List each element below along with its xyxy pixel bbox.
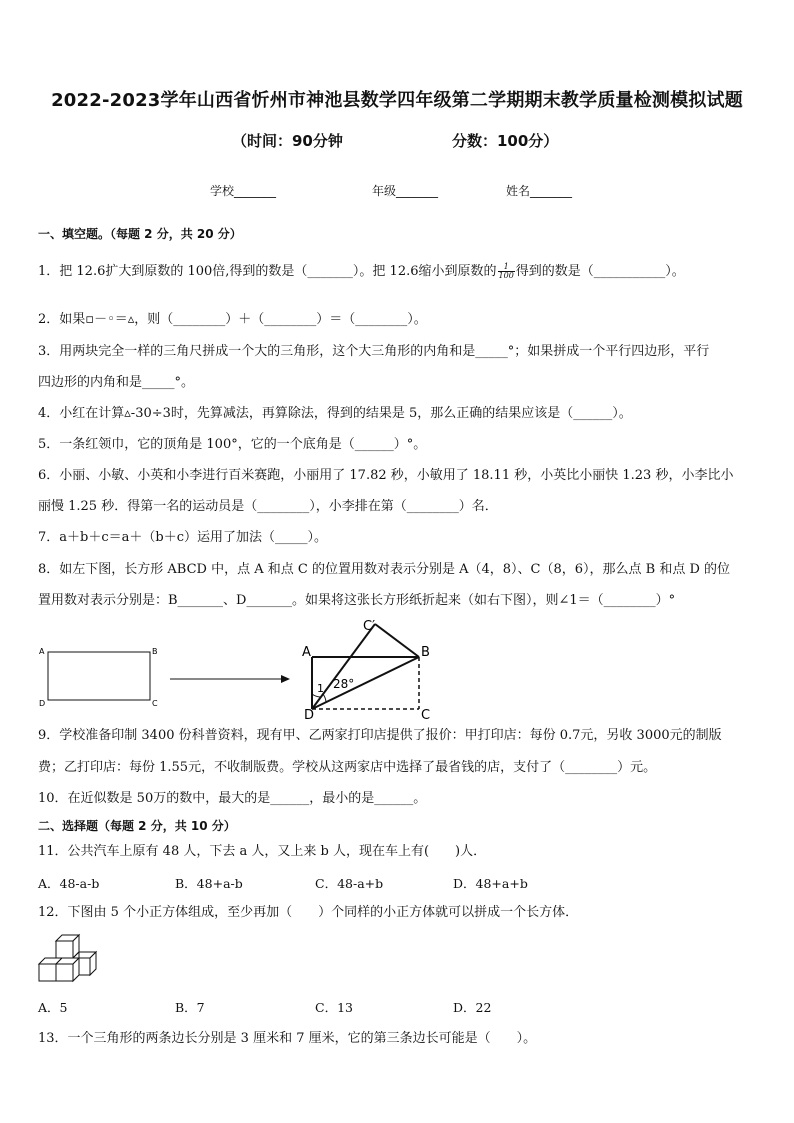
q11-option-c[interactable]: C．48-a+b [315, 876, 384, 891]
school-field: 学校_______ [210, 184, 277, 198]
question-10: 10．在近似数是 50万的数中，最大的是______，最小的是______。 [38, 791, 427, 806]
question-12: 12．下图由 5 个小正方体组成，至少再加（ ）个同样的小正方体就可以拼成一个长方体． [38, 905, 579, 920]
question-9-line1: 9．学校准备印制 3400 份科普资料，现有甲、乙两家打印店提供了报价：甲打印店：每份 0.7元，另收 3000元的制版 [38, 728, 722, 743]
label-d-right: D [304, 708, 315, 723]
label-a-left: A [39, 647, 45, 656]
q11-option-d[interactable]: D．48+a+b [453, 876, 528, 891]
section-fill-blank: 一、填空题。（每题 2 分，共 20 分） [38, 227, 242, 241]
fraction-numerator: 1 [498, 263, 515, 272]
folded-dcp [312, 624, 375, 709]
question-3-line1: 3．用两块完全一样的三角尺拼成一个大的三角形，这个大三角形的内角和是_____°；如果拼成一个平行四边形，平行 [38, 344, 710, 359]
question-1 [38, 259, 760, 285]
exam-time: （时间：90分钟 [232, 132, 343, 150]
question-13: 13．一个三角形的两条边长分别是 3 厘米和 7 厘米，它的第三条边长可能是（ ）。 [38, 1031, 537, 1046]
q12-option-c[interactable]: C．13 [315, 1000, 353, 1015]
label-d-left: D [39, 699, 46, 708]
question-8-line2: 置用数对表示分别是：B_______、D_______。如果将这张长方形纸折起来（如右下图），则∠1＝（________）° [38, 593, 676, 608]
label-a-right: A [302, 645, 311, 660]
diagonal-db [312, 657, 419, 709]
cubes-figure [36, 932, 102, 986]
q11-option-a[interactable]: A．48-a-b [38, 876, 100, 891]
question-6-line2: 丽慢 1.25 秒．得第一名的运动员是（________），小李排在第（________）名． [38, 499, 498, 514]
question-3-line2: 四边形的内角和是_____°。 [38, 375, 195, 390]
fraction-denominator: 100 [498, 271, 514, 280]
label-c-right: C [421, 708, 431, 723]
question-11: 11．公共汽车上原有 48 人，下去 a 人，又上来 b 人，现在车上有( )人． [38, 844, 487, 859]
label-b-left: B [152, 647, 158, 656]
q11-option-b[interactable]: B．48+a-b [175, 876, 243, 891]
question-1-part1: 1．把 12.6扩大到原数的 100倍,得到的数是（_______）。把 12.6缩小到原数的 [38, 264, 497, 279]
q12-option-b[interactable]: B．7 [175, 1000, 205, 1015]
q12-option-a[interactable]: A．5 [38, 1000, 68, 1015]
angle-28-arc [323, 694, 326, 702]
q12-option-d[interactable]: D．22 [453, 1000, 492, 1015]
name-field: 姓名_______ [506, 184, 573, 198]
cube-face [39, 964, 56, 981]
question-8-line1: 8．如左下图，长方形 ABCD 中，点 A 和点 C 的位置用数对表示分别是 A（4，8）、C（8，6），那么点 B 和点 D 的位 [38, 562, 731, 577]
folded-cpb [375, 624, 419, 657]
label-b-right: B [421, 645, 430, 660]
question-5: 5．一条红领巾，它的顶角是 100°，它的一个底角是（______）°。 [38, 437, 427, 452]
fraction-one-hundredth [498, 263, 515, 280]
label-angle-1: 1 [317, 682, 324, 695]
rectangle-abcd [48, 652, 150, 700]
page-title: 2022-2023学年山西省忻州市神池县数学四年级第二学期期末教学质量检测模拟试题 [51, 90, 743, 111]
cube-face [56, 941, 73, 958]
question-6-line1: 6．小丽、小敏、小英和小李进行百米赛跑，小丽用了 17.82 秒，小敏用了 18.11 秒，小英比小丽快 1.23 秒，小李比小 [38, 468, 734, 483]
section-multiple-choice: 二、选择题（每题 2 分，共 10 分） [38, 819, 236, 833]
question-1-part2: 得到的数是（___________）。 [515, 264, 685, 279]
arrow-head-icon [281, 675, 290, 683]
grade-field: 年级_______ [372, 184, 439, 198]
question-8-figure [30, 614, 450, 724]
label-c-prime: C′ [363, 619, 376, 634]
question-2: 2．如果▫－◦＝▵，则（________）＋（________）＝（________）。 [38, 312, 427, 327]
cube-face [56, 964, 73, 981]
question-9-line2: 费；乙打印店：每份 1.55元，不收制版费。学校从这两家店中选择了最省钱的店，支付了（________）元。 [38, 760, 657, 775]
label-c-left: C [152, 699, 158, 708]
exam-score: 分数：100分） [452, 132, 559, 150]
question-7: 7．a＋b＋c＝a＋（b＋c）运用了加法（_____）。 [38, 530, 327, 545]
label-angle-28: 28° [333, 677, 355, 691]
question-4: 4．小红在计算▵-30÷3时，先算减法，再算除法，得到的结果是 5，那么正确的结果应该是（______）。 [38, 406, 632, 421]
